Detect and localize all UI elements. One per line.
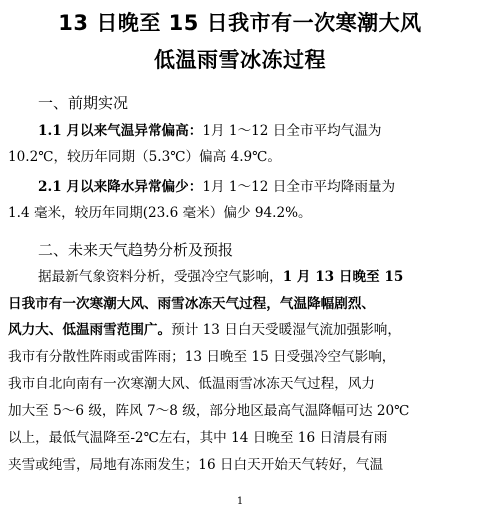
forecast-line-3-bold: 风力大、低温雨雪范围广。	[8, 322, 172, 338]
forecast-line-8: 夹雪或纯雪，局地有冻雨发生；16 日白天开始天气转好，气温	[8, 457, 384, 473]
paragraph-1-text: 1月 1～12 日全市平均气温为	[202, 123, 382, 139]
forecast-line-1-bold: 1 月 13 日晚至 15	[282, 269, 404, 285]
forecast-line-5: 我市自北向南有一次寒潮大风、低温雨雪冰冻天气过程，风力	[8, 376, 376, 392]
forecast-line-6: 加大至 5～6 级，阵风 7～8 级，部分地区最高气温降幅可达 20℃	[8, 403, 410, 419]
document-title-line-1: 13 日晚至 15 日我市有一次寒潮大风	[58, 11, 422, 35]
forecast-line-3-normal: 预计 13 日白天受暖湿气流加强影响，	[171, 322, 401, 338]
paragraph-1-line-2: 10.2℃，较历年同期（5.3℃）偏高 4.9℃。	[8, 149, 281, 165]
page-number: 1	[236, 496, 244, 507]
document-title-line-2: 低温雨雪冰冻过程	[154, 48, 326, 72]
forecast-line-3	[8, 320, 472, 340]
paragraph-2-line-2: 1.4 毫米，较历年同期(23.6 毫米）偏少 94.2%。	[8, 205, 312, 221]
forecast-line-2: 日我市有一次寒潮大风、雨雪冰冻天气过程，气温降幅剧烈、	[8, 296, 376, 312]
section-1-heading: 一、前期实况	[38, 94, 129, 112]
forecast-line-1-normal: 据最新气象资料分析，受强冷空气影响，	[38, 269, 283, 285]
paragraph-2-line-1	[38, 177, 472, 197]
paragraph-1-line-1	[38, 121, 472, 141]
forecast-line-7: 以上，最低气温降至-2℃左右，其中 14 日晚至 16 日清晨有雨	[8, 430, 388, 446]
section-2-heading: 二、未来天气趋势分析及预报	[38, 241, 234, 259]
forecast-line-4: 我市有分散性阵雨或雷阵雨；13 日晚至 15 日受强冷空气影响，	[8, 349, 396, 365]
paragraph-2-label: 2.1 月以来降水异常偏少：	[38, 179, 203, 195]
paragraph-1-label: 1.1 月以来气温异常偏高：	[38, 123, 203, 139]
forecast-line-1	[38, 267, 472, 287]
paragraph-2-text: 1月 1～12 日全市平均降雨量为	[202, 179, 396, 195]
